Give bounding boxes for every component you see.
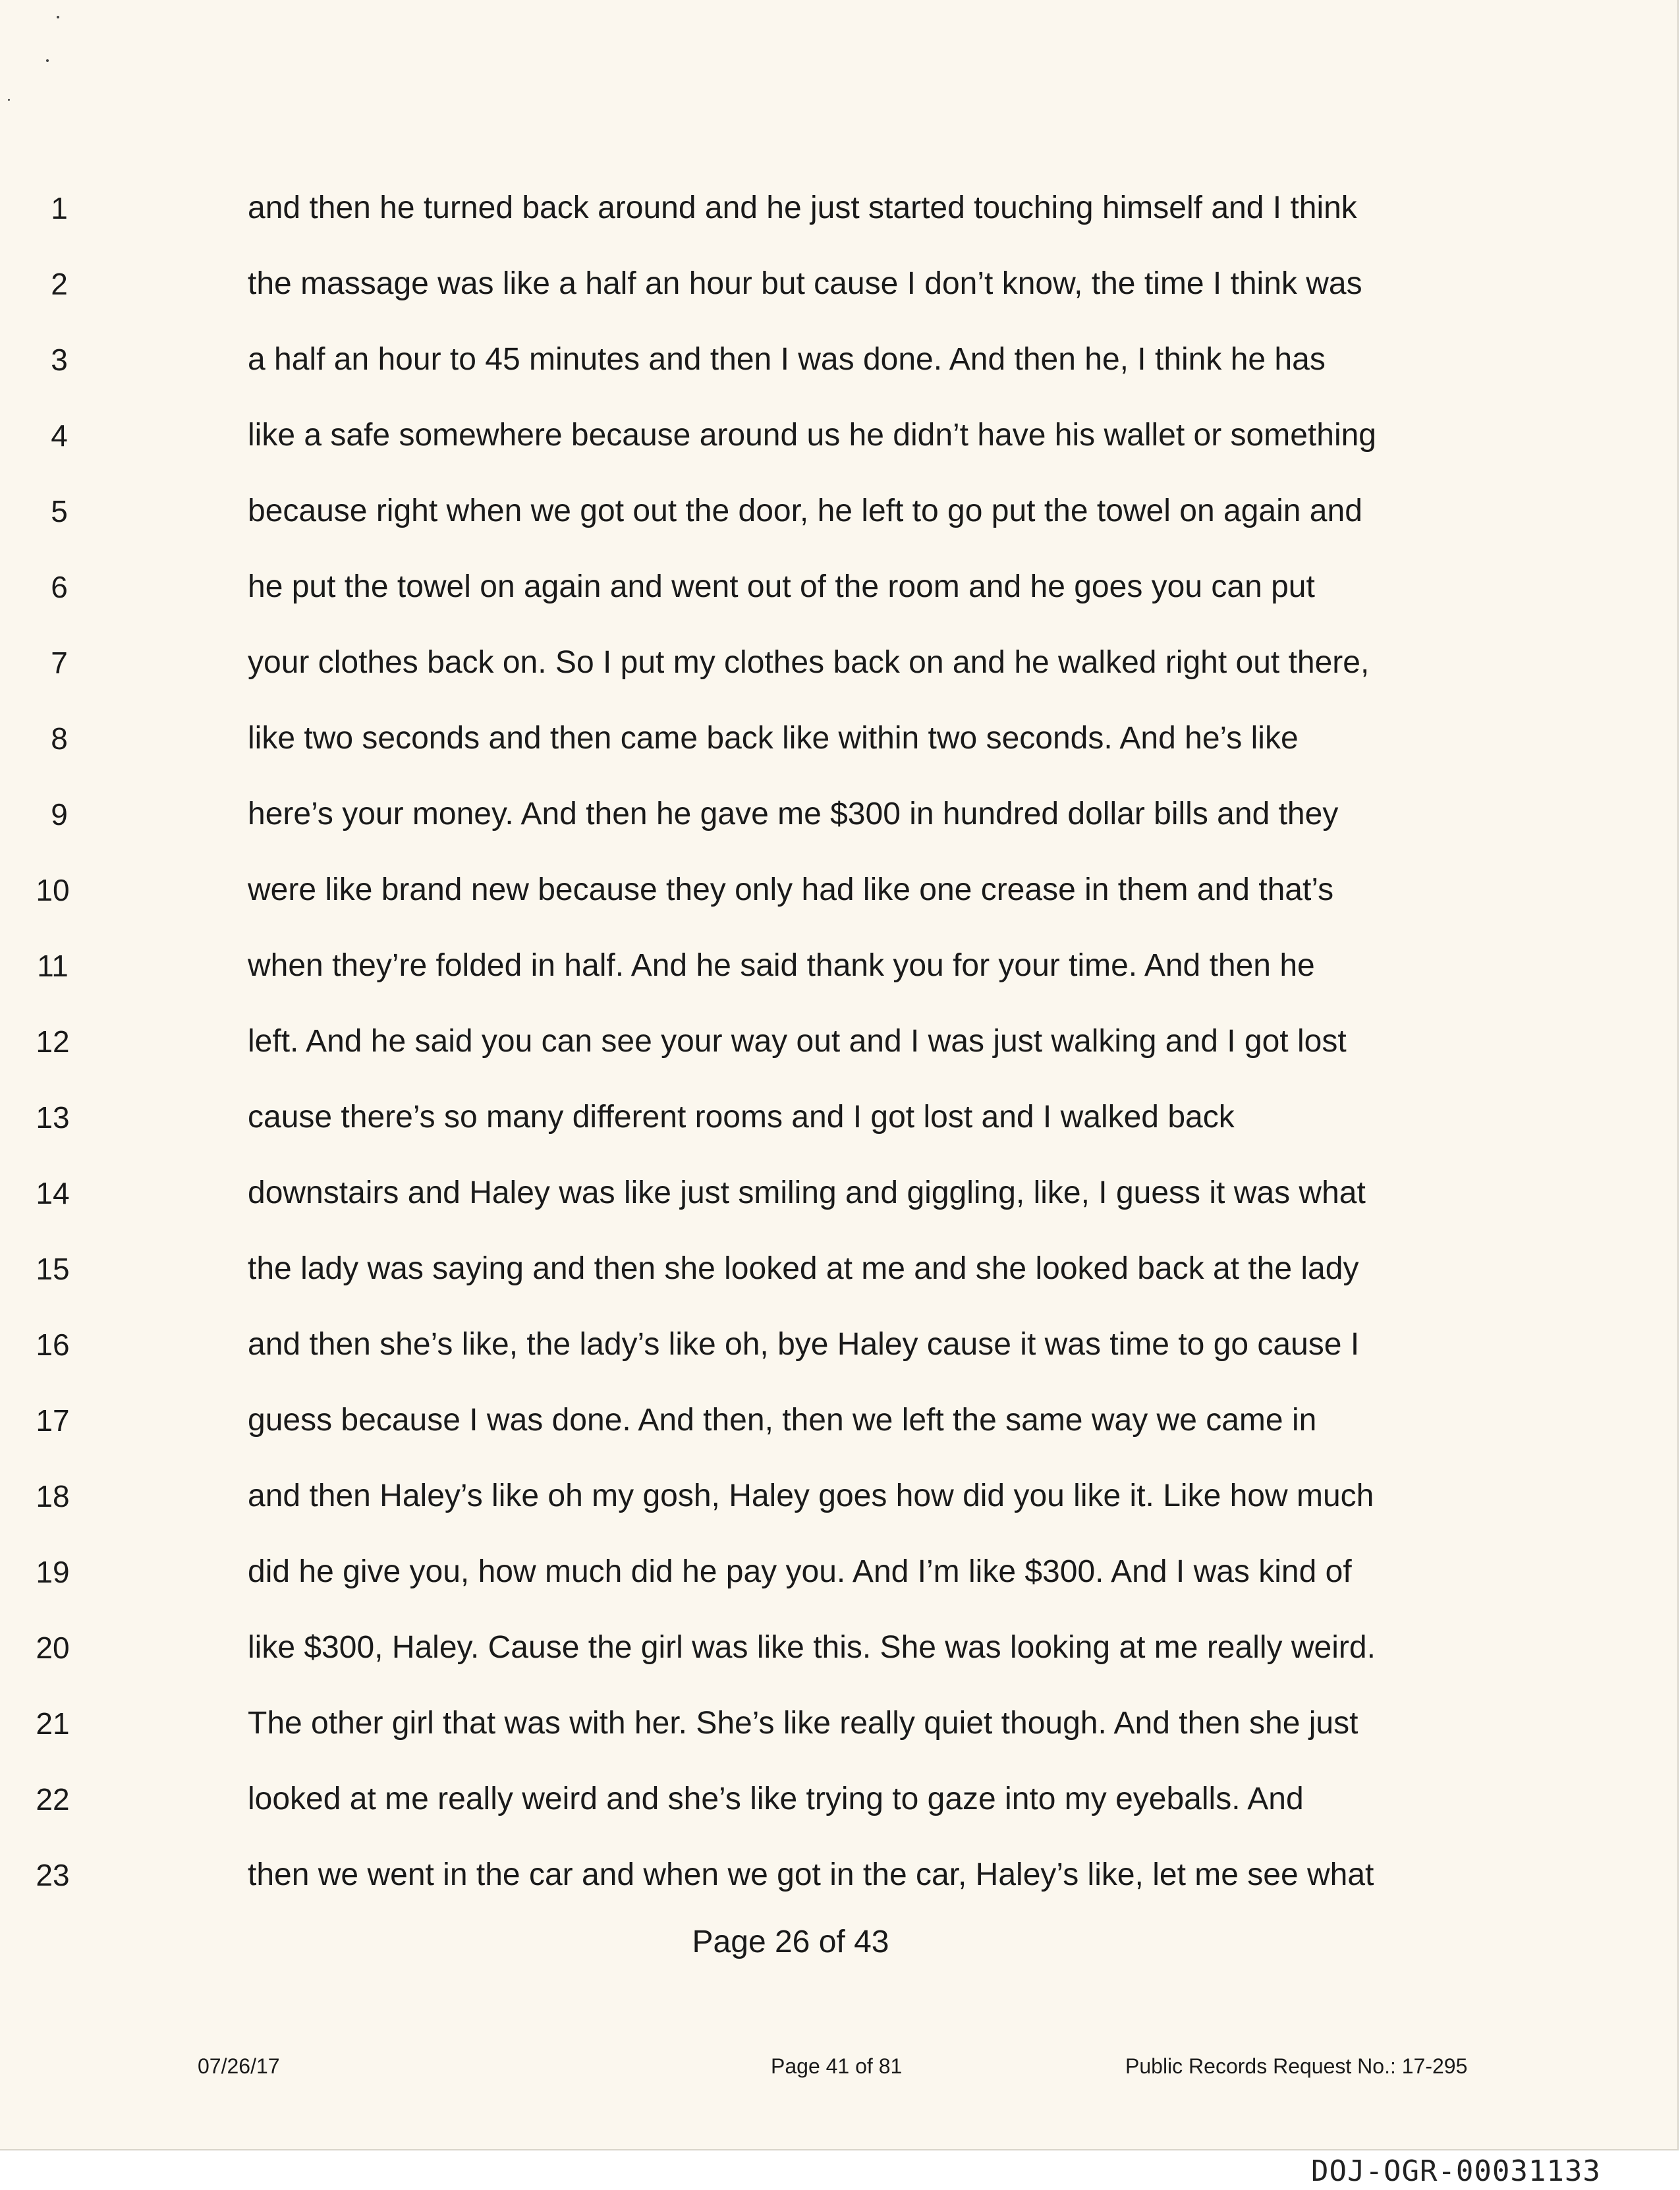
line-text: cause there’s so many different rooms and I got lost and I walked back [248,1100,1235,1135]
line-number: 19 [36,1555,70,1589]
line-number: 20 [36,1631,70,1665]
transcript-line [0,333,1677,386]
line-number: 13 [36,1100,70,1135]
line-number: 18 [36,1479,70,1513]
line-text: then we went in the car and when we got in the car, Haley’s like, let me see what [248,1857,1374,1892]
line-text: and then Haley’s like oh my gosh, Haley goes how did you like it. Like how much [248,1478,1374,1513]
line-number: 10 [36,873,70,907]
transcript-line [0,940,1677,992]
scan-speck [46,59,49,62]
transcript-line [0,864,1677,916]
line-text: guess because I was done. And then, then we left the same way we came in [248,1403,1317,1438]
line-number: 9 [51,797,68,831]
transcript-line [0,1091,1677,1144]
scan-speck [57,16,59,18]
line-number: 6 [51,570,68,604]
transcript-line [0,1394,1677,1447]
transcript-line [0,561,1677,613]
line-number: 5 [51,494,68,528]
footer-records-request: Public Records Request No.: 17-295 [1125,2054,1468,2078]
line-number: 2 [51,267,68,301]
transcript-line [0,1167,1677,1220]
line-number: 22 [36,1782,70,1816]
line-text: like two seconds and then came back like within two seconds. And he’s like [248,721,1299,756]
line-number: 14 [36,1176,70,1210]
line-text: like $300, Haley. Cause the girl was like this. She was looking at me really weird. [248,1630,1376,1665]
line-number: 11 [37,949,69,983]
line-number: 7 [51,646,68,680]
transcript-line [0,1243,1677,1295]
transcript-line [0,1470,1677,1523]
line-text: were like brand new because they only had like one crease in them and that’s [248,872,1334,907]
transcript-line [0,258,1677,310]
line-text: looked at me really weird and she’s like trying to gaze into my eyeballs. And [248,1782,1304,1816]
line-number: 1 [51,191,68,225]
line-number: 12 [36,1025,70,1059]
line-text: and then he turned back around and he just started touching himself and I think [248,190,1357,225]
scan-speck [8,99,10,101]
line-text: the massage was like a half an hour but cause I don’t know, the time I think was [248,266,1362,301]
transcript-page-number: Page 26 of 43 [692,1924,889,1959]
line-number: 4 [51,418,68,453]
line-number: 17 [36,1403,70,1438]
transcript-line [0,1849,1677,1901]
line-text: your clothes back on. So I put my clothes back on and he walked right out there, [248,645,1370,680]
line-text: did he give you, how much did he pay you. And I’m like $300. And I was kind of [248,1554,1352,1589]
line-text: and then she’s like, the lady’s like oh, bye Haley cause it was time to go cause I [248,1327,1360,1362]
line-text: he put the towel on again and went out of the room and he goes you can put [248,569,1315,604]
transcript-line [0,1318,1677,1371]
transcript-line [0,409,1677,462]
transcript-line [0,712,1677,765]
line-text: when they’re folded in half. And he said thank you for your time. And then he [248,948,1315,983]
transcript-line [0,1621,1677,1674]
transcript-line [0,636,1677,689]
transcript-line [0,1697,1677,1750]
transcript-line [0,1773,1677,1826]
line-number: 23 [36,1858,70,1892]
transcript-line [0,788,1677,841]
bates-number: DOJ-OGR-00031133 [1311,2154,1601,2188]
line-text: a half an hour to 45 minutes and then I was done. And then he, I think he has [248,342,1326,377]
transcript-line [0,1015,1677,1068]
line-text: like a safe somewhere because around us he didn’t have his wallet or something [248,418,1376,453]
line-number: 21 [36,1706,70,1741]
line-text: The other girl that was with her. She’s like really quiet though. And then she just [248,1706,1358,1741]
transcript-line [0,1546,1677,1598]
line-number: 15 [36,1252,70,1286]
line-text: the lady was saying and then she looked at me and she looked back at the lady [248,1251,1359,1286]
line-number: 3 [51,343,68,377]
transcript-line [0,485,1677,538]
line-text: downstairs and Haley was like just smiling and giggling, like, I guess it was what [248,1175,1366,1210]
transcript-line [0,182,1677,235]
footer-page-count: Page 41 of 81 [771,2054,903,2078]
line-text: here’s your money. And then he gave me $300 in hundred dollar bills and they [248,797,1339,831]
line-number: 8 [51,721,68,756]
footer-date: 07/26/17 [198,2054,280,2078]
line-text: left. And he said you can see your way out and I was just walking and I got lost [248,1024,1347,1059]
line-text: because right when we got out the door, he left to go put the towel on again and [248,493,1362,528]
line-number: 16 [36,1328,70,1362]
